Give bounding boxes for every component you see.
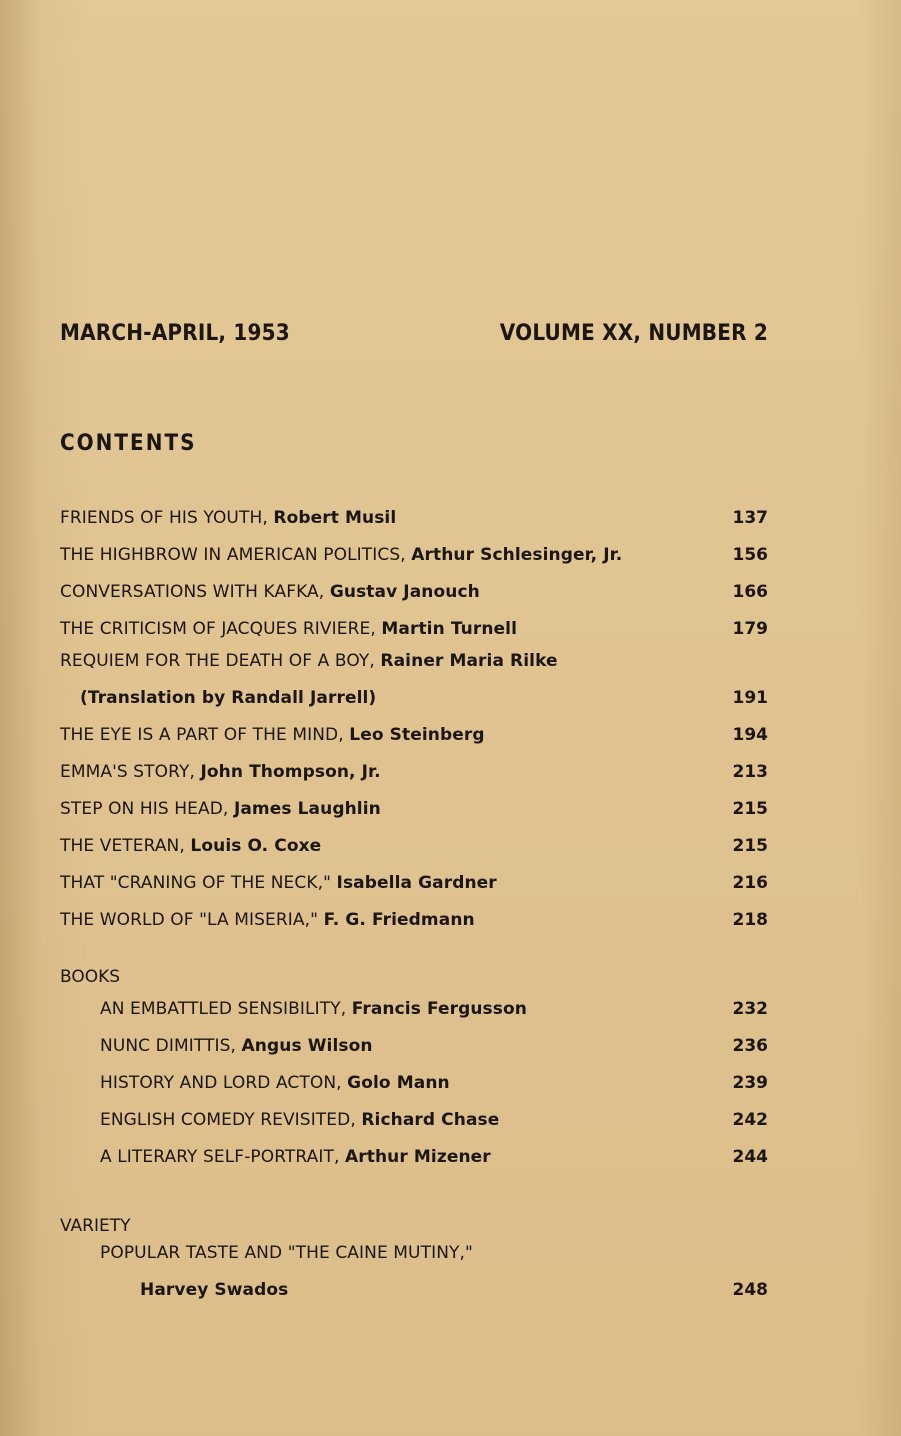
entry-title: CONVERSATIONS WITH KAFKA, — [60, 582, 325, 602]
entry-author: Harvey Swados — [140, 1280, 289, 1300]
toc-entry — [60, 1065, 768, 1102]
entry-page: 166 — [732, 582, 768, 602]
entry-title: THE CRITICISM OF JACQUES RIVIERE, — [60, 619, 376, 639]
entry-author: Louis O. Coxe — [190, 836, 322, 856]
entry-author: Angus Wilson — [241, 1036, 373, 1056]
toc-entry — [60, 865, 768, 902]
entry-page: 248 — [732, 1280, 768, 1300]
entry-title: AN EMBATTLED SENSIBILITY, — [100, 999, 347, 1019]
entry-title: NUNC DIMITTIS, — [100, 1036, 237, 1056]
entry-page: 215 — [732, 836, 768, 856]
entry-page: 213 — [732, 762, 768, 782]
entry-author: F. G. Friedmann — [323, 910, 475, 930]
entry-page: 239 — [732, 1073, 768, 1093]
toc-entry — [60, 537, 768, 574]
entry-title: STEP ON HIS HEAD, — [60, 799, 229, 819]
toc-entry — [60, 828, 768, 865]
entry-author: Richard Chase — [361, 1110, 500, 1130]
toc-entry — [60, 717, 768, 754]
entry-translator: (Translation by Randall Jarrell) — [80, 688, 377, 708]
variety-section-label: VARIETY — [60, 1216, 131, 1236]
entry-author: Golo Mann — [347, 1073, 450, 1093]
toc-entry — [60, 1102, 768, 1139]
entry-author: Arthur Mizener — [345, 1147, 491, 1167]
entry-author: Gustav Janouch — [329, 582, 480, 602]
entry-page: 232 — [732, 999, 768, 1019]
table-of-contents — [60, 500, 768, 1309]
entry-author: Arthur Schlesinger, Jr. — [411, 545, 623, 565]
entry-author: James Laughlin — [233, 799, 381, 819]
entry-author: Leo Steinberg — [349, 725, 485, 745]
entry-page: 236 — [732, 1036, 768, 1056]
entry-author: Rainer Maria Rilke — [380, 651, 558, 671]
toc-entry — [60, 791, 768, 828]
entry-title: THE HIGHBROW IN AMERICAN POLITICS, — [60, 545, 406, 565]
entry-title: THE WORLD OF "LA MISERIA," — [60, 910, 319, 930]
toc-entry — [60, 500, 768, 537]
toc-entry — [60, 754, 768, 791]
entry-author: Francis Fergusson — [351, 999, 527, 1019]
toc-entry — [60, 611, 768, 648]
contents-heading: CONTENTS — [60, 428, 197, 456]
entry-page: 242 — [732, 1110, 768, 1130]
toc-entry-continuation — [60, 1272, 768, 1309]
entry-author: Robert Musil — [273, 508, 397, 528]
entry-title: THE VETERAN, — [60, 836, 185, 856]
entry-author: Isabella Gardner — [336, 873, 497, 893]
entry-author: John Thompson, Jr. — [200, 762, 381, 782]
entry-page: 191 — [732, 688, 768, 708]
toc-entry — [60, 1139, 768, 1176]
entry-title: EMMA'S STORY, — [60, 762, 195, 782]
entry-title: FRIENDS OF HIS YOUTH, — [60, 508, 268, 528]
entry-title: ENGLISH COMEDY REVISITED, — [100, 1110, 356, 1130]
entry-page: 216 — [732, 873, 768, 893]
entry-title: A LITERARY SELF-PORTRAIT, — [100, 1147, 340, 1167]
toc-entry — [60, 1028, 768, 1065]
toc-entry — [60, 1240, 768, 1272]
toc-entry-continuation — [60, 680, 768, 717]
issue-header — [60, 319, 768, 346]
entry-page: 179 — [732, 619, 768, 639]
entry-title: THE EYE IS A PART OF THE MIND, — [60, 725, 344, 745]
volume-number: VOLUME XX, NUMBER 2 — [499, 318, 768, 346]
entry-title: HISTORY AND LORD ACTON, — [100, 1073, 342, 1093]
entry-title: POPULAR TASTE AND "THE CAINE MUTINY," — [100, 1243, 473, 1263]
toc-entry — [60, 648, 768, 680]
toc-entry — [60, 991, 768, 1028]
entry-page: 218 — [732, 910, 768, 930]
toc-entry — [60, 574, 768, 611]
toc-entry — [60, 902, 768, 939]
entry-page: 156 — [732, 545, 768, 565]
entry-title: REQUIEM FOR THE DEATH OF A BOY, — [60, 651, 375, 671]
entry-page: 215 — [732, 799, 768, 819]
issue-date: MARCH-APRIL, 1953 — [60, 318, 290, 346]
entry-page: 137 — [732, 508, 768, 528]
entry-page: 194 — [732, 725, 768, 745]
entry-page: 244 — [732, 1147, 768, 1167]
entry-title: THAT "CRANING OF THE NECK," — [60, 873, 332, 893]
entry-author: Martin Turnell — [381, 619, 518, 639]
books-section-label: BOOKS — [60, 967, 121, 987]
